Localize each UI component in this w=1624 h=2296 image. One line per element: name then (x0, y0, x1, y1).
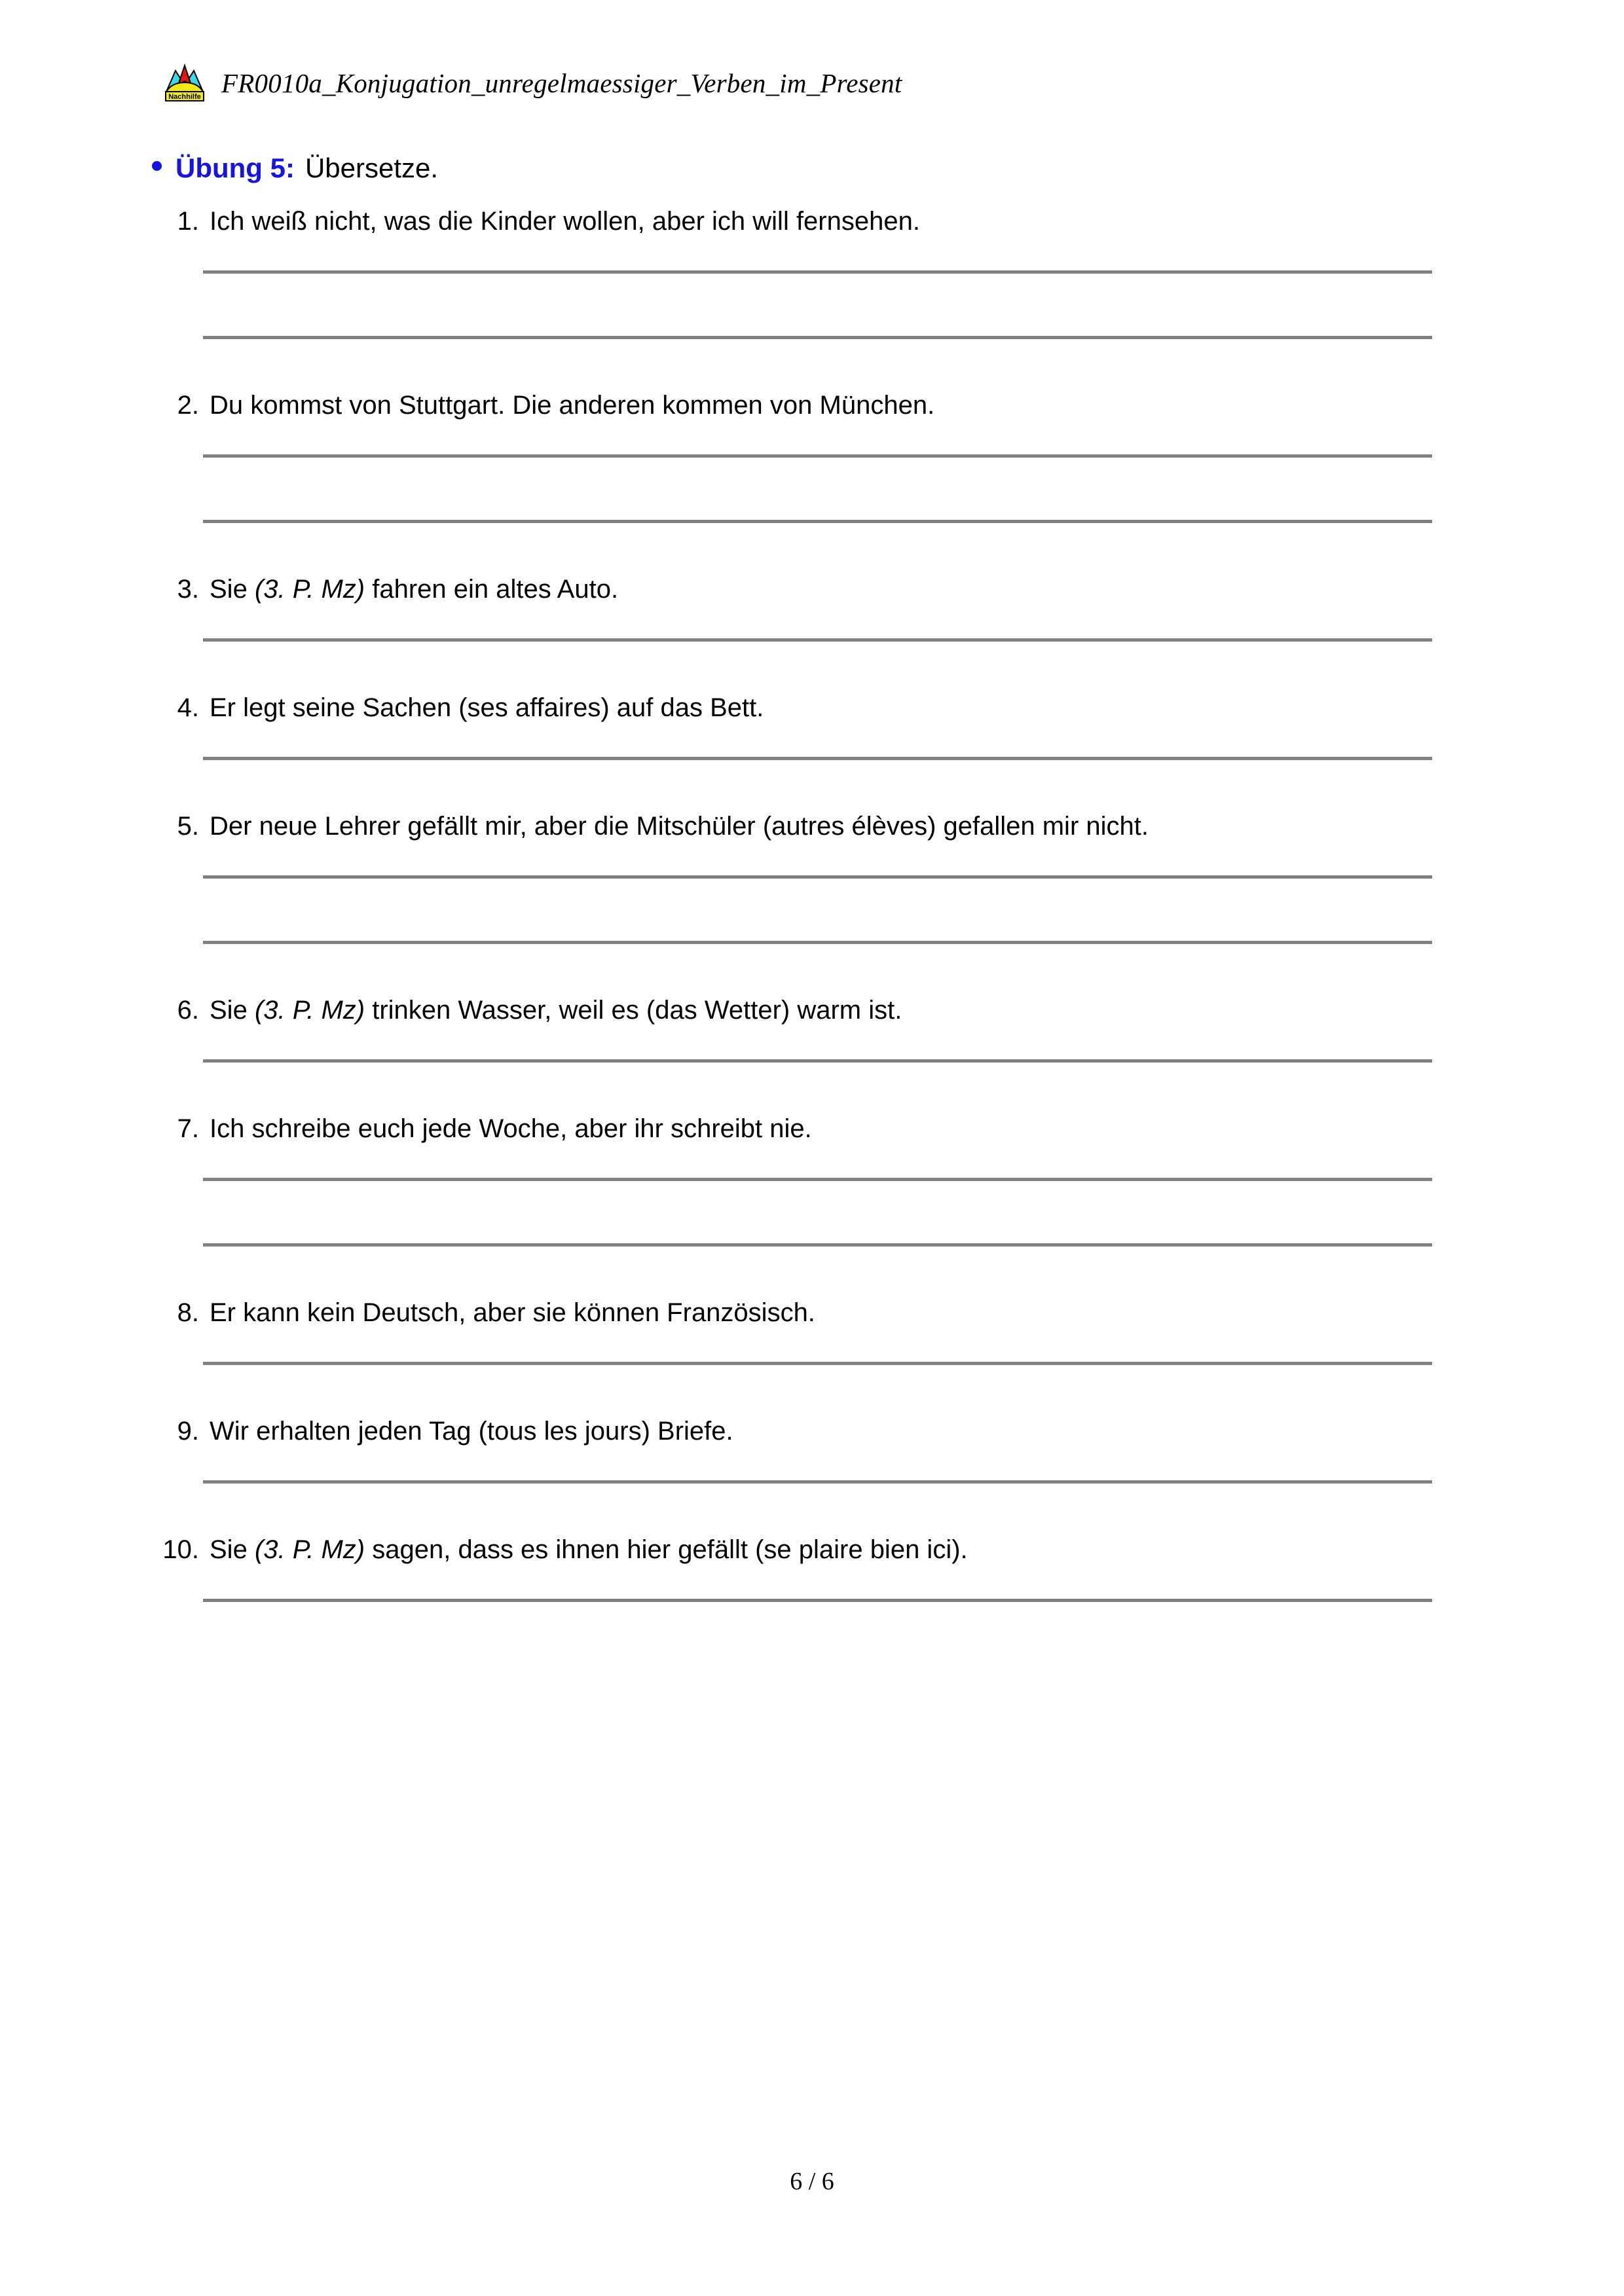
answer-line[interactable] (203, 1362, 1432, 1365)
answer-line[interactable] (203, 270, 1432, 274)
document-title: FR0010a_Konjugation_unregelmaessiger_Verben_im_Present (221, 67, 902, 98)
exercise-item (152, 1114, 1468, 1247)
exercise-item (152, 811, 1468, 944)
answer-line[interactable] (203, 336, 1432, 339)
exercise-item-sentence: Ich schreibe euch jede Woche, aber ihr schreibt nie. (210, 1114, 812, 1143)
exercise-item-sentence: trinken Wasser, weil es (das Wetter) warm ist. (365, 996, 902, 1025)
exercise-item-sentence: Wir erhalten jeden Tag (tous les jours) Briefe. (210, 1417, 733, 1446)
exercise-item-sentence: Der neue Lehrer gefällt mir, aber die Mitschüler (autres élèves) gefallen mir nicht. (210, 812, 1149, 841)
answer-line[interactable] (203, 875, 1432, 879)
exercise-item-row (152, 1298, 1468, 1328)
exercise-item-sentence: fahren ein altes Auto. (365, 575, 619, 604)
exercise-item (152, 1535, 1468, 1602)
answer-line[interactable] (203, 638, 1432, 642)
exercise-item-sentence: Sie (210, 575, 255, 604)
answer-line[interactable] (203, 1599, 1432, 1602)
exercise-item-number: 4. (177, 693, 199, 722)
exercise-item-row (152, 206, 1468, 236)
exercise-item-text (210, 206, 920, 236)
exercise-item-text (210, 1416, 733, 1446)
exercise-heading (152, 153, 438, 183)
exercise-item (152, 390, 1468, 523)
exercise-item-sentence: sagen, dass es ihnen hier gefällt (se plaire bien ici). (365, 1535, 968, 1564)
answer-line[interactable] (203, 1059, 1432, 1063)
exercise-item-sentence: Sie (210, 996, 255, 1025)
answer-line[interactable] (203, 757, 1432, 760)
exercise-item-text (210, 1535, 968, 1565)
exercise-item (152, 995, 1468, 1063)
exercise-item-number: 8. (177, 1298, 199, 1327)
exercise-item (152, 1416, 1468, 1484)
exercise-item-row (152, 1114, 1468, 1144)
exercise-label: Übung 5: (175, 153, 295, 183)
exercise-item (152, 693, 1468, 760)
exercise-item-sentence: Er kann kein Deutsch, aber sie können Französisch. (210, 1298, 815, 1327)
answer-line[interactable] (203, 520, 1432, 523)
exercise-item-row (152, 1535, 1468, 1565)
exercise-item-number: 2. (177, 391, 199, 420)
answer-line[interactable] (203, 1178, 1432, 1181)
exercise-item-sentence: Ich weiß nicht, was die Kinder wollen, aber ich will fernsehen. (210, 207, 920, 236)
exercise-item-number: 6. (177, 996, 199, 1025)
page-footer (0, 2167, 1624, 2196)
exercise-item (152, 206, 1468, 339)
answer-line[interactable] (203, 454, 1432, 458)
exercise-item-row (152, 574, 1468, 604)
exercise-item-row (152, 1416, 1468, 1446)
bullet-icon (152, 161, 162, 171)
exercise-item (152, 574, 1468, 642)
exercise-item-number: 10. (162, 1535, 199, 1564)
exercise-item-sentence: Er legt seine Sachen (ses affaires) auf das Bett. (210, 693, 764, 722)
exercise-item-number: 1. (177, 207, 199, 236)
page-header (162, 63, 902, 103)
exercise-instruction: Übersetze. (304, 153, 439, 183)
exercise-item-text (210, 995, 902, 1025)
exercise-item-list (152, 206, 1468, 1653)
exercise-item-row (152, 390, 1468, 420)
exercise-item-text (210, 1298, 815, 1328)
exercise-item-row (152, 811, 1468, 841)
exercise-item-number: 9. (177, 1417, 199, 1446)
nachhilfe-logo-icon (162, 63, 207, 103)
exercise-item-text (210, 693, 764, 723)
answer-line[interactable] (203, 1243, 1432, 1247)
exercise-item-number: 3. (177, 575, 199, 604)
exercise-item-sentence: Du kommst von Stuttgart. Die anderen kommen von München. (210, 391, 935, 420)
page-number: 6 / 6 (790, 2168, 834, 2195)
exercise-item-number: 5. (177, 812, 199, 841)
exercise-item (152, 1298, 1468, 1365)
exercise-item-text (210, 574, 618, 604)
exercise-item-hint: (3. P. Mz) (254, 575, 365, 604)
exercise-item-row (152, 693, 1468, 723)
exercise-item-sentence: Sie (210, 1535, 255, 1564)
answer-line[interactable] (203, 1480, 1432, 1484)
exercise-item-hint: (3. P. Mz) (254, 996, 365, 1025)
exercise-item-hint: (3. P. Mz) (254, 1535, 365, 1564)
exercise-item-text (210, 811, 1149, 841)
exercise-item-text (210, 390, 934, 420)
svg-text:Nachhilfe: Nachhilfe (168, 93, 201, 101)
exercise-item-number: 7. (177, 1114, 199, 1143)
answer-line[interactable] (203, 941, 1432, 944)
exercise-item-text (210, 1114, 812, 1144)
exercise-item-row (152, 995, 1468, 1025)
